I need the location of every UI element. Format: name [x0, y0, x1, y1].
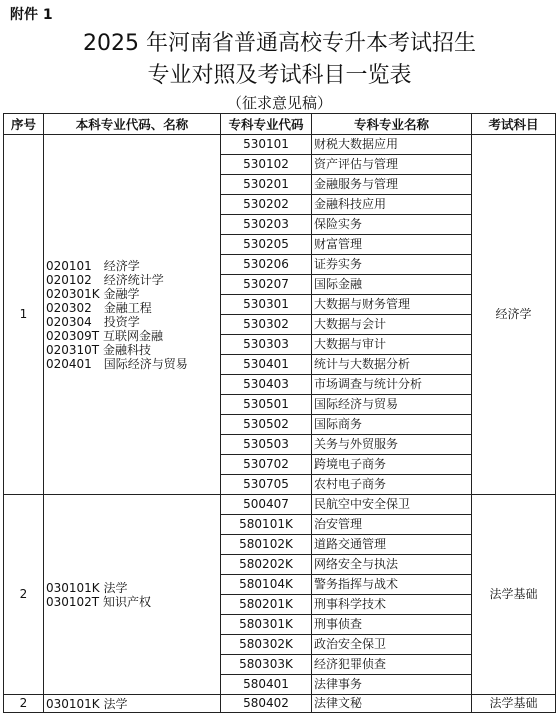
cell-associate-code: 580301K [221, 615, 312, 635]
cell-associate-code: 530501 [221, 395, 312, 415]
cell-associate-code: 580102K [221, 535, 312, 555]
cell-associate-code: 530201 [221, 175, 312, 195]
bachelor-major-item: 020310T 金融科技 [46, 342, 151, 357]
cell-associate-name: 刑事侦查 [312, 615, 472, 635]
bachelor-major-item: 020309T 互联网金融 [46, 328, 163, 343]
cell-associate-name: 大数据与财务管理 [312, 295, 472, 315]
table-row [4, 695, 556, 713]
cell-associate-code: 530301 [221, 295, 312, 315]
cell-bachelor-majors [44, 695, 221, 713]
cell-seq: 1 [4, 135, 44, 495]
header-code: 专科专业代码 [221, 114, 312, 135]
cell-associate-name: 农村电子商务 [312, 475, 472, 495]
cell-seq: 2 [4, 495, 44, 695]
cell-associate-code: 580202K [221, 555, 312, 575]
cell-associate-code: 530207 [221, 275, 312, 295]
cell-associate-name: 国际经济与贸易 [312, 395, 472, 415]
cell-associate-name: 大数据与审计 [312, 335, 472, 355]
cell-associate-name: 大数据与会计 [312, 315, 472, 335]
header-name: 专科专业名称 [312, 114, 472, 135]
cell-bachelor-majors [44, 135, 221, 495]
bachelor-major-item: 030101K 法学 [46, 580, 128, 595]
cell-associate-code: 580303K [221, 655, 312, 675]
cell-associate-name: 刑事科学技术 [312, 595, 472, 615]
cell-associate-name: 警务指挥与战术 [312, 575, 472, 595]
cell-associate-name: 法律事务 [312, 675, 472, 695]
cell-associate-name: 跨境电子商务 [312, 455, 472, 475]
cell-associate-name: 财税大数据应用 [312, 135, 472, 155]
cell-associate-code: 530303 [221, 335, 312, 355]
bachelor-major-item: 020101 经济学 [46, 258, 140, 273]
major-table [3, 113, 556, 713]
cell-seq: 2 [4, 695, 44, 713]
attachment-label: 附件 1 [10, 7, 53, 23]
bachelor-major-item: 020302 金融工程 [46, 300, 152, 315]
cell-associate-code: 580302K [221, 635, 312, 655]
cell-associate-name: 统计与大数据分析 [312, 355, 472, 375]
cell-associate-code: 580401 [221, 675, 312, 695]
cell-associate-code: 530705 [221, 475, 312, 495]
cell-associate-name: 网络安全与执法 [312, 555, 472, 575]
subtitle: （征求意见稿） [226, 94, 332, 112]
bachelor-major-item: 030102T 知识产权 [46, 594, 151, 609]
cell-associate-code: 530403 [221, 375, 312, 395]
cell-associate-name: 证券实务 [312, 255, 472, 275]
cell-associate-code: 530206 [221, 255, 312, 275]
cell-associate-name: 关务与外贸服务 [312, 435, 472, 455]
bachelor-major-item: 020301K 金融学 [46, 286, 140, 301]
cell-associate-code: 530102 [221, 155, 312, 175]
cell-associate-code: 580104K [221, 575, 312, 595]
cell-associate-code: 530203 [221, 215, 312, 235]
cell-associate-name: 财富管理 [312, 235, 472, 255]
bachelor-major-item: 020401 国际经济与贸易 [46, 356, 188, 371]
cell-associate-name: 治安管理 [312, 515, 472, 535]
cell-associate-name: 国际商务 [312, 415, 472, 435]
cell-exam-subject: 法学基础 [472, 495, 556, 695]
bachelor-major-item: 020102 经济统计学 [46, 272, 164, 287]
header-bachelor: 本科专业代码、名称 [44, 114, 221, 135]
cell-associate-code: 530502 [221, 415, 312, 435]
header-subject: 考试科目 [472, 114, 556, 135]
cell-associate-name: 道路交通管理 [312, 535, 472, 555]
cell-associate-name: 金融科技应用 [312, 195, 472, 215]
cell-associate-name: 经济犯罪侦查 [312, 655, 472, 675]
bachelor-major-item: 020304 投资学 [46, 314, 140, 329]
cell-associate-code: 580201K [221, 595, 312, 615]
title-line-1: 2025 年河南省普通高校专升本考试招生 [83, 31, 476, 56]
cell-associate-code: 530205 [221, 235, 312, 255]
bachelor-major-item: 030101K 法学 [46, 696, 128, 711]
cell-associate-code: 530401 [221, 355, 312, 375]
cell-associate-code: 500407 [221, 495, 312, 515]
cell-associate-name: 保险实务 [312, 215, 472, 235]
cell-associate-name: 市场调查与统计分析 [312, 375, 472, 395]
title-line-2: 专业对照及考试科目一览表 [147, 63, 412, 88]
cell-associate-name: 法律文秘 [312, 695, 472, 713]
cell-associate-code: 530503 [221, 435, 312, 455]
cell-exam-subject: 经济学 [472, 135, 556, 495]
cell-exam-subject: 法学基础 [472, 695, 556, 713]
cell-associate-code: 530702 [221, 455, 312, 475]
cell-associate-code: 580101K [221, 515, 312, 535]
header-seq: 序号 [4, 114, 44, 135]
cell-associate-name: 民航空中安全保卫 [312, 495, 472, 515]
cell-associate-name: 资产评估与管理 [312, 155, 472, 175]
table-header-row [4, 114, 556, 135]
cell-associate-code: 530101 [221, 135, 312, 155]
cell-associate-code: 530302 [221, 315, 312, 335]
cell-associate-name: 国际金融 [312, 275, 472, 295]
table-row [4, 135, 556, 155]
cell-associate-code: 580402 [221, 695, 312, 713]
cell-bachelor-majors [44, 495, 221, 695]
table-row [4, 495, 556, 515]
cell-associate-name: 金融服务与管理 [312, 175, 472, 195]
cell-associate-code: 530202 [221, 195, 312, 215]
cell-associate-name: 政治安全保卫 [312, 635, 472, 655]
